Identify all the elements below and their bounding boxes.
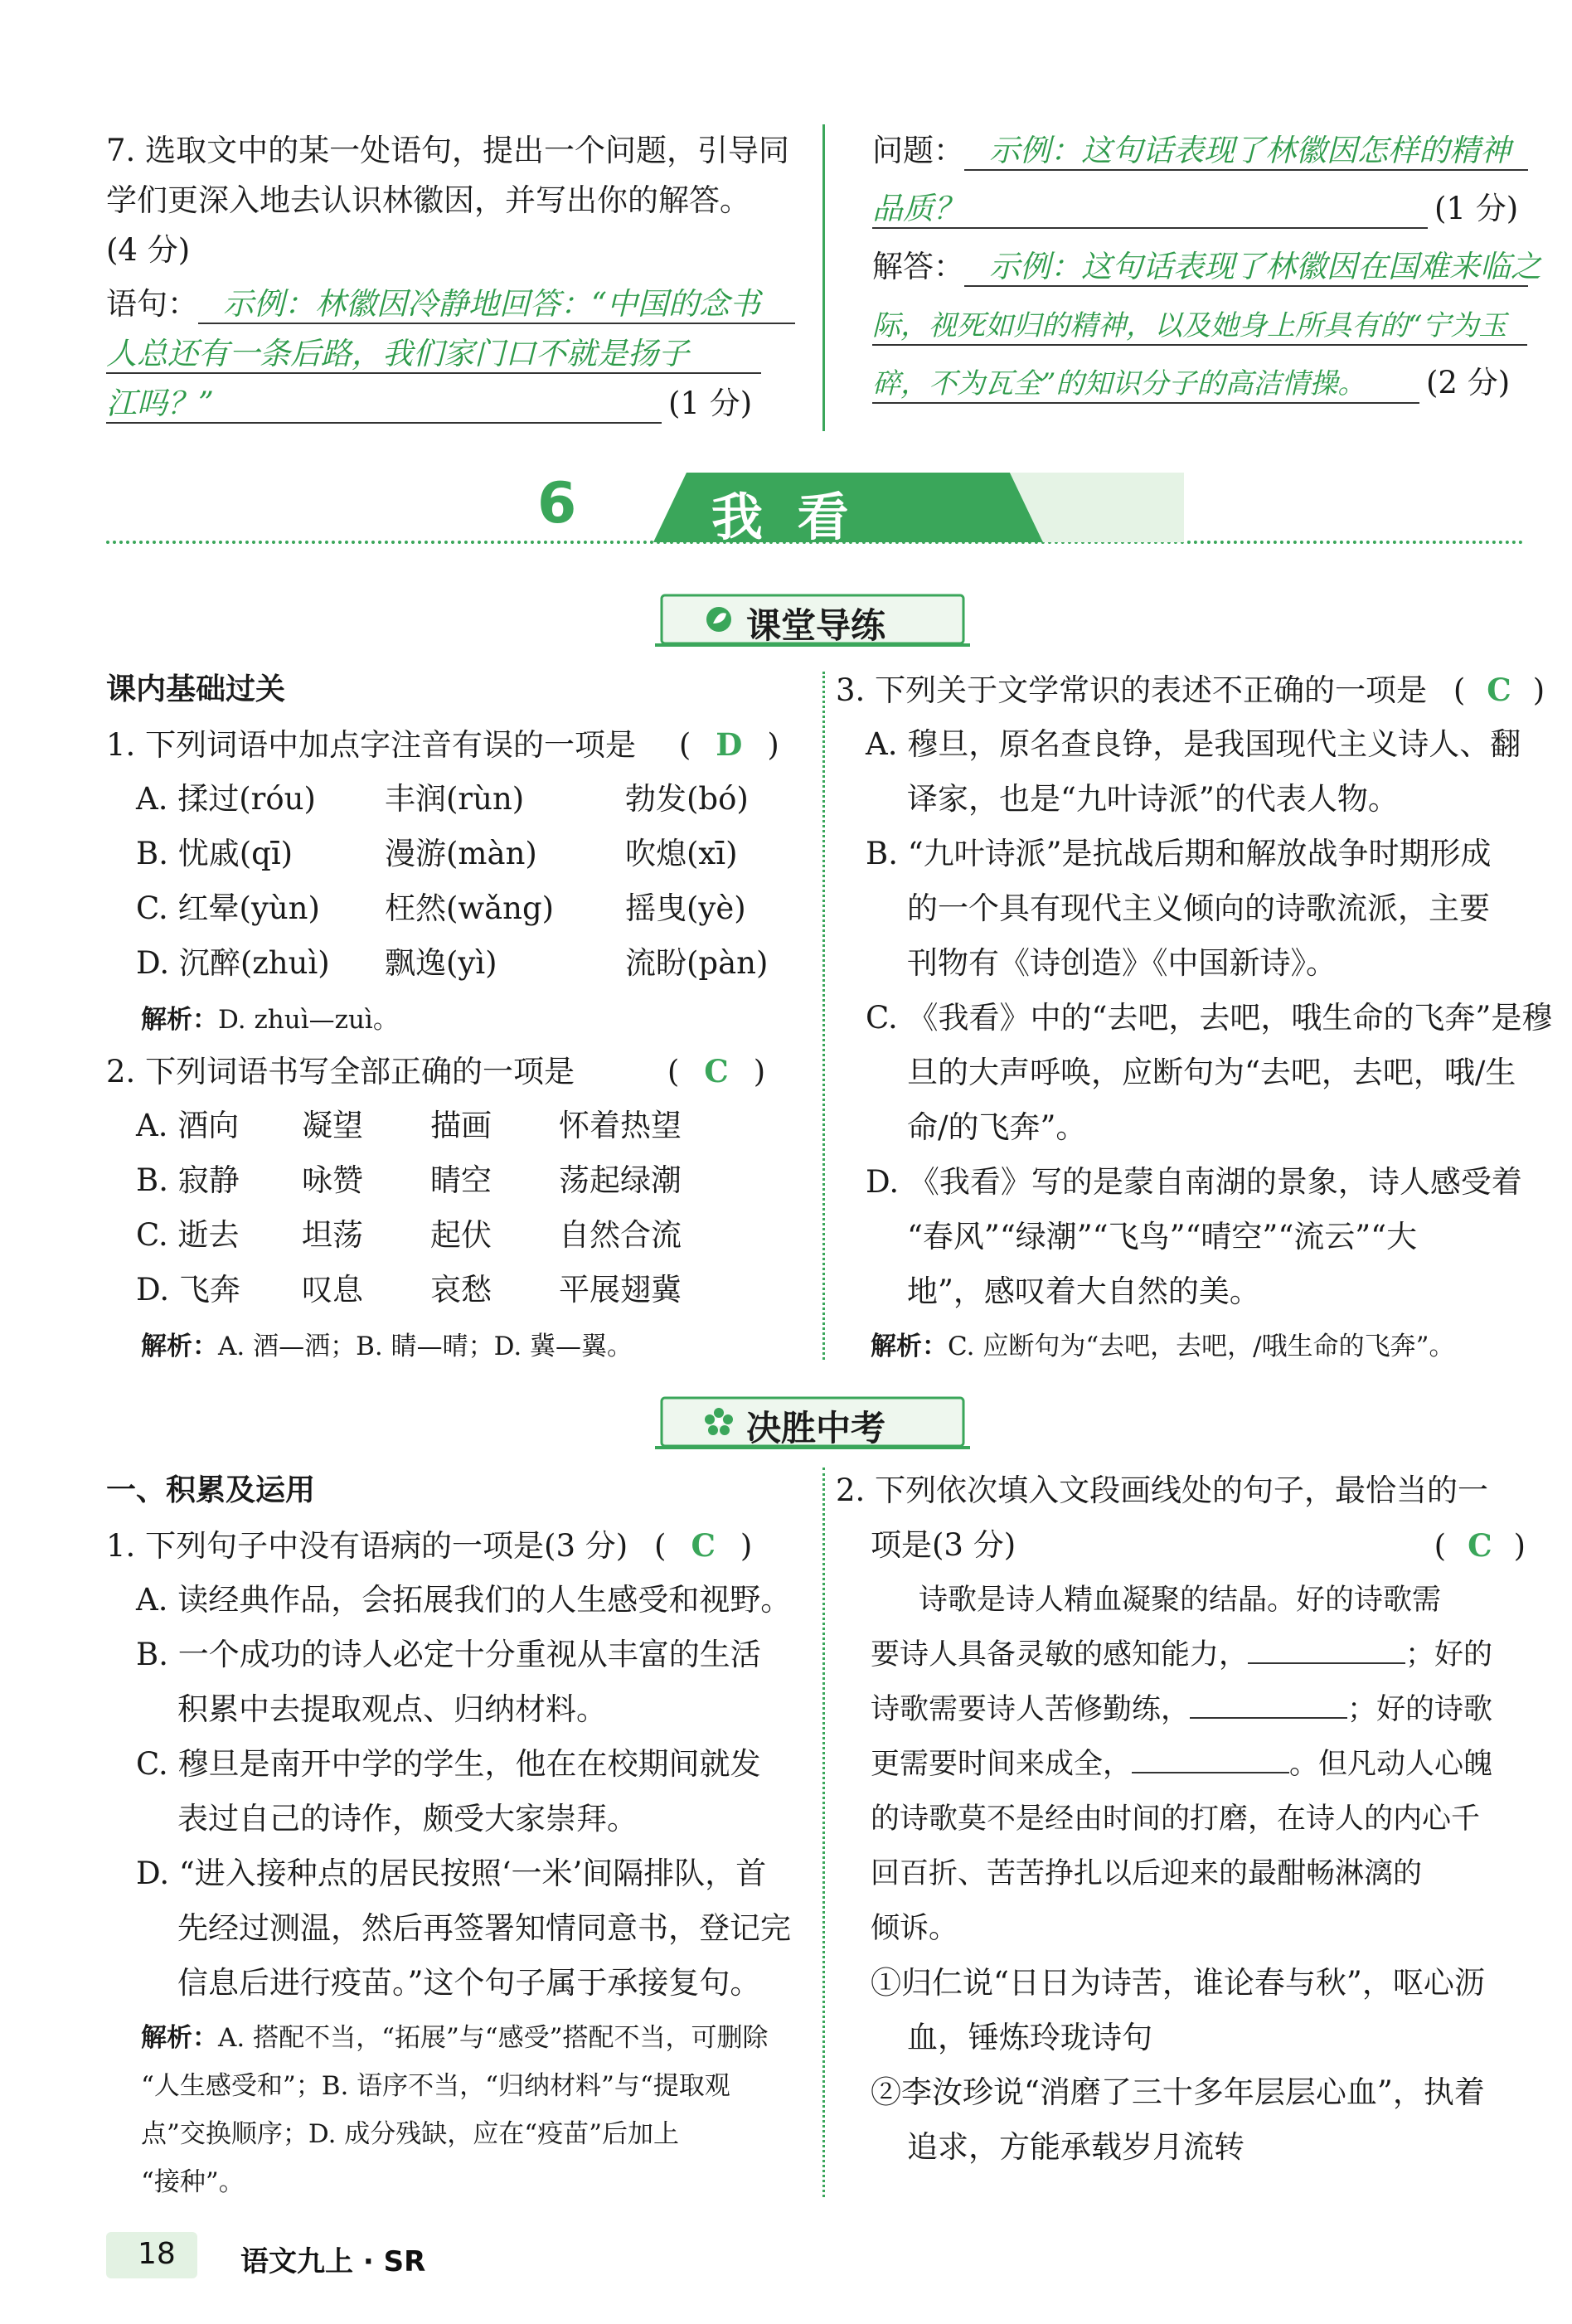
passage-line-1: 诗歌是诗人精血凝聚的结晶。好的诗歌需 [919,1584,1442,1617]
q1-answer: D [716,726,743,763]
q7-sentence-row1 [106,286,795,324]
q7-sentence-line3: 江吗？” [106,386,662,424]
q2-option-a: A. 酒向 凝望 描画 怀着热望 [136,1108,682,1143]
exam-q1-jiexi-4: “接种”。 [141,2167,245,2197]
passage-line-5: 的诗歌莫不是经由时间的打磨，在诗人的内心千 [871,1802,1481,1836]
q2-option-b: B. 寂静 咏赞 睛空 荡起绿潮 [136,1162,682,1198]
q7-stem-score: (4 分) [106,232,191,268]
q7-answer-line1: 示例：这句话表现了林徽因在国难来临之 [964,249,1528,287]
exam-q1-stem-row: 1. 下列句子中没有语病的一项是(3 分) ( C ) [106,1527,753,1564]
q7-sentence-line1: 示例：林徽因冷静地回答：“中国的念书 [198,286,795,324]
passage-line-3: 诗歌需要诗人苦修勤练， ；好的诗歌 [871,1693,1493,1726]
blank-3 [1132,1772,1289,1773]
q7-stem-line2: 学们更深入地去认识林徽因，并写出你的解答。 [106,182,750,218]
passage-line-2: 要诗人具备灵敏的感知能力， ；好的 [871,1638,1493,1671]
q1-option-b: B. 忧戚(qī) 漫游(màn) 吹熄(xī) [136,836,738,871]
flower-icon [705,1408,733,1436]
section-classroom-title: 课堂导练 [746,605,886,646]
q3-line-11: 地”，感叹着大自然的美。 [907,1274,1260,1309]
q3-stem: 3. 下列关于文学常识的表述不正确的一项是 [836,672,1428,708]
q2-answer: C [704,1053,729,1089]
q3-line-6: C. 《我看》中的“去吧，去吧，哦生命的飞奔”是穆 [866,1000,1553,1036]
lesson-title: 我 看 [711,487,857,547]
q7-stem-line1: 7. 选取文中的某一处语句，提出一个问题，引导同 [106,133,790,168]
exam-q1-line-7: 先经过测温，然后再签署知情同意书，登记完 [177,1910,791,1946]
bottom-divider [822,1468,825,2197]
exam-q1-line-4: C. 穆旦是南开中学的学生，他在在校期间就发 [136,1746,761,1782]
q3-line-7: 旦的大声呼唤，应断句为“去吧，去吧，哦/生 [907,1055,1516,1090]
blank-2 [1190,1717,1347,1719]
exam-q2-answer: C [1468,1527,1492,1564]
section-classroom [655,587,970,650]
q3-line-4: 的一个具有现代主义倾向的诗歌流派，主要 [907,890,1490,926]
passage-line-6: 回百折、苦苦挣扎以后迎来的最酣畅淋漓的 [871,1857,1423,1890]
exam-q1-line-1: A. 读经典作品，会拓展我们的人生感受和视野。 [136,1582,792,1618]
q3-line-2: 译家，也是“九叶诗派”的代表人物。 [907,781,1399,817]
heading-accumulate: 一、积累及运用 [106,1473,316,1507]
q7-question-line2: 品质？ [872,191,1428,229]
q1-stem-row: 1. 下列词语中加点字注音有误的一项是 ( D ) [106,726,779,763]
lesson-banner [106,464,1524,556]
q7-answer-label: 解答： [872,249,964,284]
passage-line-4: 更需要时间来成全， 。但凡动人心魄 [871,1748,1493,1781]
heading-basics: 课内基础过关 [106,672,286,706]
q3-line-8: 命/的飞奔”。 [907,1109,1087,1145]
q3-line-5: 刊物有《诗创造》《中国新诗》。 [907,945,1337,981]
lesson-number: 6 [537,471,577,536]
exam-q2-opt2-line2: 追求，方能承载岁月流转 [907,2129,1244,2165]
book-label: 语文九上 · SR [240,2245,426,2278]
exam-q1-line-5: 表过自己的诗作，颇受大家崇拜。 [177,1801,638,1836]
exam-q1-stem: 1. 下列句子中没有语病的一项是(3 分) [106,1528,628,1564]
q1-stem: 1. 下列词语中加点字注音有误的一项是 [106,727,637,763]
exam-q1-jiexi-2: “人生感受和”；B. 语序不当，“归纳材料”与“提取观 [141,2071,730,2101]
q7-question-row1 [872,133,1528,171]
exam-q1-answer: C [691,1527,716,1564]
q7-answer-line2: 际，视死如归的精神，以及她身上所具有的“宁为玉 [872,308,1527,346]
q1-jiexi: 解析：D. zhuì—zuì。 [141,1005,399,1035]
q3-line-3: B. “九叶诗派”是抗战后期和解放战争时期形成 [866,836,1492,871]
leaf-icon [705,605,733,633]
q7-sentence-row3 [106,386,752,424]
q7-question-row2 [872,191,1518,229]
q3-jiexi: 解析：C. 应断句为“去吧，去吧，/哦生命的飞奔”。 [871,1332,1455,1361]
exam-q2-opt2-line1: ②李汝珍说“消磨了三十多年层层心血”，执着 [871,2074,1485,2110]
q7-answer-score: (2 分) [1426,365,1511,400]
q7-question-label: 问题： [872,133,964,168]
q7-sentence-score: (1 分) [668,386,753,421]
q2-option-c: C. 逝去 坦荡 起伏 自然合流 [136,1217,682,1253]
q7-answer-row2 [872,307,1527,346]
q7-sentence-line2: 人总还有一条后路，我们家门口不就是扬子 [106,336,761,374]
exam-q1-jiexi-1: 解析：A. 搭配不当，“拓展”与“感受”搭配不当，可删除 [141,2023,769,2053]
q7-sentence-label: 语句： [106,286,198,322]
q2-stem: 2. 下列词语书写全部正确的一项是 [106,1054,575,1089]
q1-option-c: C. 红晕(yùn) 枉然(wǎng) 摇曳(yè) [136,890,746,926]
q3-line-10: “春风”“绿潮”“飞鸟”“晴空”“流云”“大 [907,1219,1418,1254]
q3-line-1: A. 穆旦，原名查良铮，是我国现代主义诗人、翻 [866,726,1521,762]
q7-answer-row1 [872,249,1541,287]
section-exam-title: 决胜中考 [746,1408,886,1448]
exam-q2-stem-row-2: 项是(3 分) ( C ) [871,1527,1526,1564]
q2-stem-row: 2. 下列词语书写全部正确的一项是 ( C ) [106,1053,766,1089]
q3-line-9: D. 《我看》写的是蒙自南湖的景象，诗人感受着 [866,1164,1522,1200]
q1-option-a: A. 揉过(róu) 丰润(rùn) 勃发(bó) [136,781,749,817]
footer [106,2232,604,2282]
q7-answer-line3: 碎，不为瓦全”的知识分子的高洁情操。 [872,366,1419,404]
exam-q2-opt1-line1: ①归仁说“日日为诗苦，谁论春与秋”，呕心沥 [871,1965,1485,2001]
exam-q1-line-8: 信息后进行疫苗。”这个句子属于承接复句。 [177,1965,761,2001]
q2-jiexi: 解析：A. 酒—洒；B. 睛—晴；D. 冀—翼。 [141,1332,633,1361]
exam-q2-stem-1: 2. 下列依次填入文段画线处的句子，最恰当的一 [836,1473,1489,1508]
exam-q2-stem-2: 项是(3 分) [871,1527,1016,1563]
q3-answer: C [1487,672,1511,708]
exam-q2-opt1-line2: 血，锤炼玲珑诗句 [907,2020,1152,2055]
q7-question-score: (1 分) [1434,191,1519,226]
section-exam [655,1390,970,1453]
q7-sentence-row2 [106,336,761,374]
passage-line-7: 倾诉。 [871,1912,958,1945]
q7-question-line1: 示例：这句话表现了林徽因怎样的精神 [964,133,1528,171]
q1-option-d: D. 沉醉(zhuì) 飘逸(yì) 流盼(pàn) [136,945,769,981]
q3-stem-row: 3. 下列关于文学常识的表述不正确的一项是 ( C ) [836,672,1545,708]
q7-answer-row3 [872,365,1510,404]
middle-divider [822,672,825,1360]
exam-q1-jiexi-3: 点”交换顺序；D. 成分残缺，应在“疫苗”后加上 [141,2119,680,2149]
page-number: 18 [138,2237,176,2271]
exam-q1-line-3: 积累中去提取观点、归纳材料。 [177,1691,607,1727]
q2-option-d: D. 飞奔 叹息 哀愁 平展翅冀 [136,1272,682,1308]
top-divider [822,124,825,431]
exam-q1-line-2: B. 一个成功的诗人必定十分重视从丰富的生活 [136,1637,761,1672]
exam-q1-line-6: D. “进入接种点的居民按照‘一米’间隔排队，首 [136,1856,767,1891]
blank-1 [1248,1662,1405,1664]
